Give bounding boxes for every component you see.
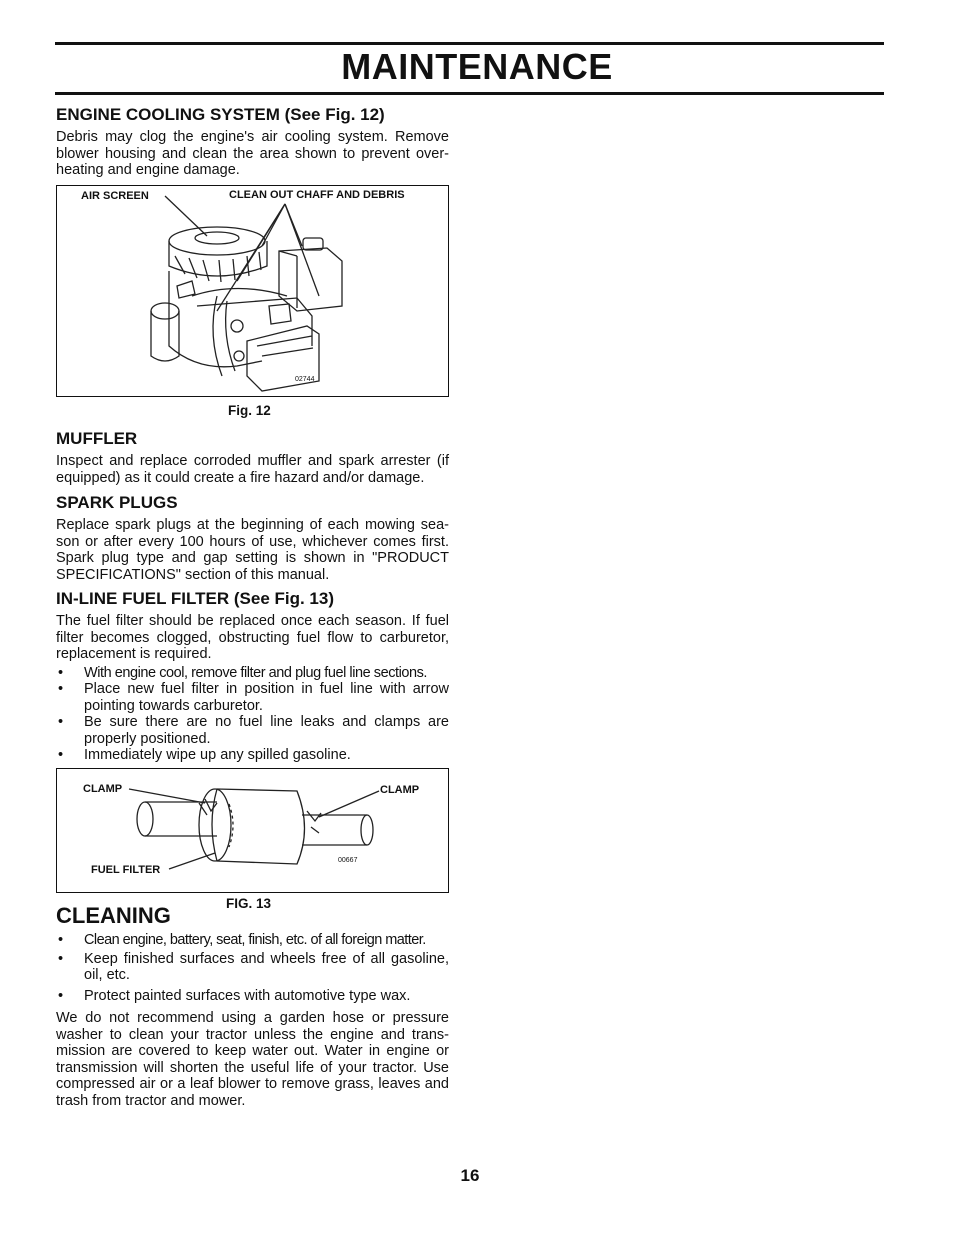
list-item: • Clean engine, battery, seat, finish, etc. of all foreign matter. bbox=[58, 932, 426, 948]
page-title: MAINTENANCE bbox=[341, 46, 613, 87]
muffler-section bbox=[56, 429, 449, 764]
list-item: • Protect painted surfaces with automotive type wax. bbox=[58, 987, 411, 1004]
muffler-heading: MUFFLER bbox=[56, 429, 138, 448]
fuel-filter-label: FUEL FILTER bbox=[91, 864, 161, 876]
cleaning-heading: CLEANING bbox=[56, 903, 171, 928]
figure-13-caption: FIG. 13 bbox=[226, 896, 272, 911]
list-item: • Immediately wipe up any spilled gasoline. bbox=[58, 747, 351, 763]
figure-code: 00667 bbox=[338, 857, 358, 864]
muffler-text: Inspect and replace corroded muffler and spark arrester (if equipped) as it could create a fire hazard and/or damage. bbox=[56, 453, 449, 486]
figure-13 bbox=[56, 768, 449, 893]
list-item: • With engine cool, remove filter and plug fuel line sections. bbox=[58, 664, 427, 681]
engine-cooling-section bbox=[56, 105, 449, 179]
clamp-left-label: CLAMP bbox=[83, 783, 123, 795]
engine-cooling-heading: ENGINE COOLING SYSTEM (See Fig. 12) bbox=[56, 105, 385, 124]
cleaning-list bbox=[56, 932, 449, 1004]
air-screen-label: AIR SCREEN bbox=[81, 190, 149, 202]
engine-cooling-text: Debris may clog the engine's air cooling system. Remove blower housing and clean the area shown to prevent over-heating and engine damage. bbox=[56, 129, 449, 178]
list-item: • Be sure there are no fuel line leaks and clamps are properly positioned. bbox=[58, 714, 449, 747]
fuel-filter-text: The fuel filter should be replaced once each season. If fuel filter becomes clogged, obstructing fuel flow to carburetor, replacement is required. bbox=[56, 613, 449, 662]
spark-plugs-text: Replace spark plugs at the beginning of each mowing sea-son or after every 100 hours of use, whichever comes first. Spark plug type and gap setting is shown in "PRODUCT SPECIFICATIONS" section of this manual. bbox=[56, 517, 449, 583]
figure-code: 02744 bbox=[295, 376, 315, 383]
list-item: • Place new fuel filter in position in fuel line with arrow pointing towards carburetor. bbox=[58, 681, 449, 714]
fuel-filter-heading: IN-LINE FUEL FILTER (See Fig. 13) bbox=[56, 589, 335, 608]
fuel-filter-steps bbox=[56, 665, 449, 764]
figure-12 bbox=[56, 185, 449, 397]
title-underline bbox=[55, 92, 884, 95]
cleaning-text: We do not recommend using a garden hose or pressure washer to clean your tractor unless the engine and trans-mission are covered to keep water out. Water in engine or transmission will shorten the useful life of your tractor. Use compressed air or a leaf blower to remove grass, leaves and trash from tractor and mower. bbox=[56, 1010, 449, 1109]
list-item: • Keep finished surfaces and wheels free of all gasoline, oil, etc. bbox=[58, 950, 449, 983]
engine-illustration bbox=[57, 186, 448, 396]
page-number: 16 bbox=[460, 1166, 480, 1185]
spark-plugs-heading: SPARK PLUGS bbox=[56, 493, 178, 512]
cleaning-section bbox=[56, 932, 449, 1109]
clean-out-label: CLEAN OUT CHAFF AND DEBRIS bbox=[229, 189, 405, 201]
figure-12-caption: Fig. 12 bbox=[228, 403, 271, 418]
clamp-right-label: CLAMP bbox=[380, 784, 420, 796]
